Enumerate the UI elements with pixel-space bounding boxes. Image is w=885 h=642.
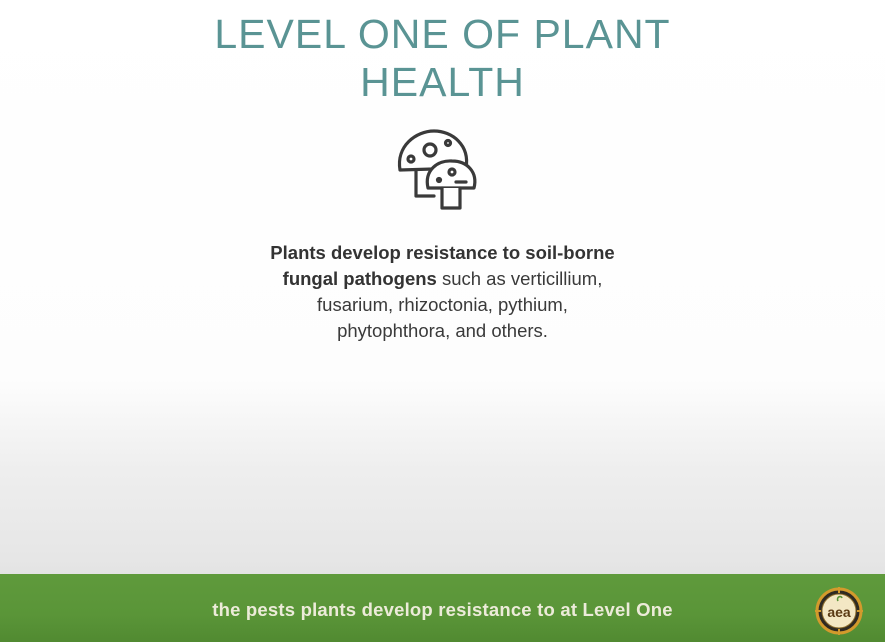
logo-text: aea [827,604,851,620]
slide-title [0,10,885,106]
body-line-1 [0,240,885,266]
body-bold-line-2: fungal pathogens [282,268,437,289]
mushroom-icon [394,128,480,212]
body-line-2 [0,266,885,292]
subtitle-caption: the pests plants develop resistance to at Level One [212,599,673,620]
aea-logo-icon [814,586,864,636]
body-bold-line-1: Plants develop resistance to soil-borne [270,242,615,263]
body-line-3: fusarium, rhizoctonia, pythium, [317,294,568,315]
slide-title-line-1: LEVEL ONE OF PLANT [214,11,671,57]
body-line-4: phytophthora, and others. [337,320,548,341]
body-text [0,240,885,344]
body-line-2-rest: such as verticillium, [436,268,603,289]
slide-title-line-2: HEALTH [360,59,525,105]
